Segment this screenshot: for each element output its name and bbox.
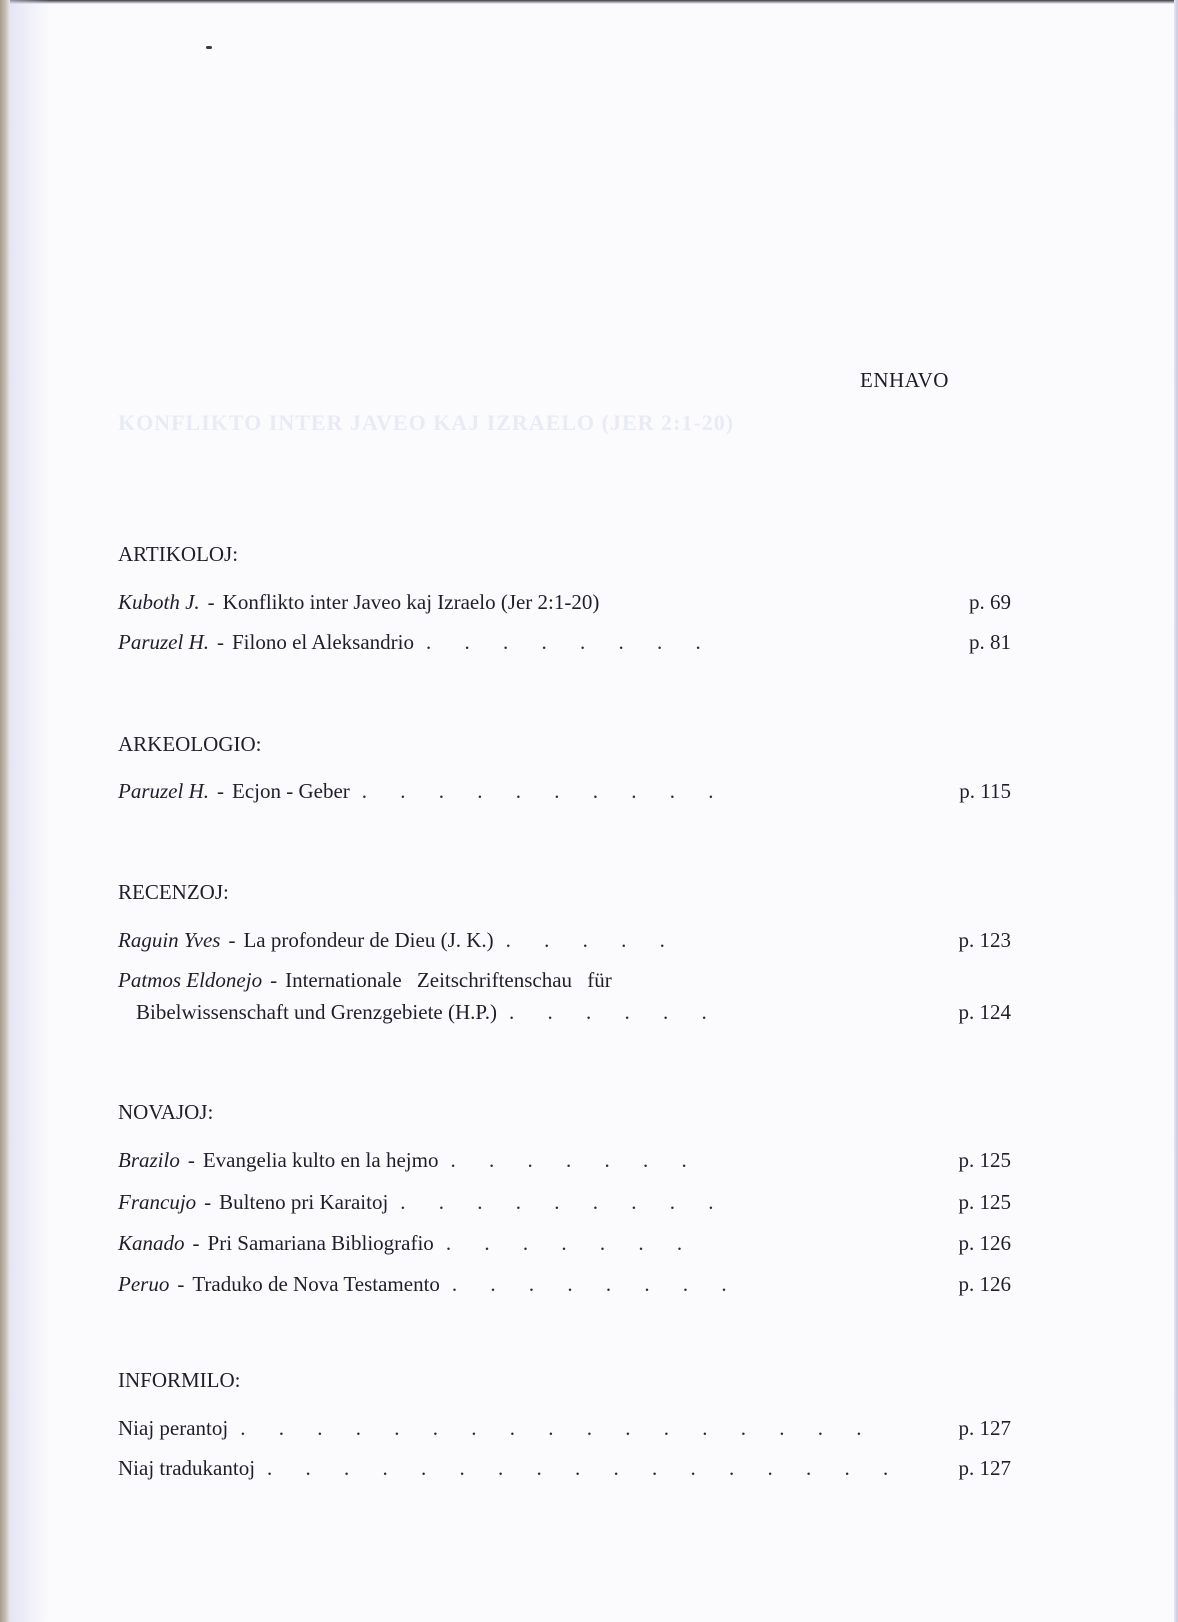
dot-leader: . . . . . . . . . . . . . . . . . xyxy=(267,1456,903,1480)
toc-entry[interactable] xyxy=(118,1456,1011,1486)
page-title: ENHAVO xyxy=(860,368,949,392)
entry-separator: - xyxy=(177,1272,185,1296)
entry-separator: - xyxy=(207,590,215,614)
toc-entry[interactable] xyxy=(118,1272,1011,1302)
entry-title: Evangelia kulto en la hejmo xyxy=(202,1148,439,1172)
entry-title: La profondeur de Dieu (J. K.) xyxy=(243,928,494,952)
stray-ink-mark xyxy=(206,46,212,49)
entry-title: Bibelwissenschaft und Grenzgebiete (H.P.) xyxy=(136,1000,497,1024)
toc-entry[interactable] xyxy=(118,968,1011,998)
section-heading-artikoloj: ARTIKOLOJ: xyxy=(118,542,239,566)
entry-separator: - xyxy=(204,1190,212,1214)
entry-author: Peruo xyxy=(118,1272,170,1296)
entry-separator: - xyxy=(192,1231,200,1255)
entry-title: Filono el Aleksandrio xyxy=(232,630,414,654)
dot-leader: . . . . . . . . . xyxy=(400,1190,728,1214)
entry-author: Kanado xyxy=(118,1231,185,1255)
entry-title: Traduko de Nova Testamento xyxy=(192,1272,440,1296)
entry-title: Internationale Zeitschriftenschau für xyxy=(285,968,612,992)
entry-separator: - xyxy=(270,968,278,992)
entry-page-number: p. 123 xyxy=(958,928,1011,952)
entry-page-number: p. 125 xyxy=(958,1148,1011,1172)
reverse-side-showthrough: KONFLIKTO INTER JAVEO KAJ IZRAELO (JER 2:1-20) xyxy=(118,410,735,435)
dot-leader: . . . . . . . xyxy=(445,1231,697,1255)
dot-leader: . . . . . . . xyxy=(450,1148,701,1172)
toc-entry[interactable] xyxy=(118,1190,1011,1220)
section-heading-recenzoj: RECENZOJ: xyxy=(118,880,229,904)
entry-page-number: p. 115 xyxy=(959,779,1011,803)
toc-entry[interactable] xyxy=(118,1231,1011,1261)
dot-leader: . . . . . . . . . . xyxy=(361,779,728,803)
entry-separator: - xyxy=(228,928,236,952)
entry-author: Patmos Eldonejo xyxy=(118,968,263,992)
toc-entry[interactable] xyxy=(118,1148,1011,1178)
entry-separator: - xyxy=(217,779,224,803)
dot-leader: . . . . . . . . xyxy=(426,630,715,654)
entry-author: Kuboth J. xyxy=(118,590,200,614)
entry-page-number: p. 126 xyxy=(958,1272,1011,1296)
toc-entry-continuation[interactable] xyxy=(118,1000,1011,1030)
entry-page-number: p. 127 xyxy=(958,1416,1011,1440)
toc-entry[interactable] xyxy=(118,779,1011,809)
entry-title: Bulteno pri Karaitoj xyxy=(219,1190,389,1214)
page-binding-shadow xyxy=(10,0,50,1622)
dot-leader: . . . . . . xyxy=(509,1000,721,1024)
entry-page-number: p. 69 xyxy=(969,590,1011,614)
entry-title: Niaj perantoj xyxy=(118,1416,229,1440)
entry-page-number: p. 124 xyxy=(958,1000,1011,1024)
entry-separator: - xyxy=(217,630,224,654)
entry-author: Paruzel H. xyxy=(118,779,209,803)
entry-page-number: p. 126 xyxy=(958,1231,1011,1255)
entry-page-number: p. 81 xyxy=(969,630,1011,654)
toc-entry[interactable] xyxy=(118,630,1011,660)
section-heading-novajoj: NOVAJOJ: xyxy=(118,1100,214,1124)
entry-page-number: p. 127 xyxy=(958,1456,1011,1480)
section-heading-arkeologio: ARKEOLOGIO: xyxy=(118,732,262,756)
entry-author: Raguin Yves xyxy=(118,928,221,952)
toc-entry[interactable] xyxy=(118,590,1011,620)
entry-page-number: p. 125 xyxy=(958,1190,1011,1214)
dot-leader: . . . . . . . . xyxy=(451,1272,741,1296)
entry-author: Paruzel H. xyxy=(118,630,209,654)
section-heading-informilo: INFORMILO: xyxy=(118,1368,241,1392)
entry-title: Niaj tradukantoj xyxy=(118,1456,256,1480)
entry-author: Francujo xyxy=(118,1190,197,1214)
page-right-edge xyxy=(1174,0,1178,1622)
page-binding-edge xyxy=(0,0,10,1622)
dot-leader: . . . . . xyxy=(505,928,679,952)
entry-separator: - xyxy=(187,1148,195,1172)
entry-author: Brazilo xyxy=(118,1148,180,1172)
entry-title: Pri Samariana Bibliografio xyxy=(207,1231,434,1255)
entry-title: Ecjon - Geber xyxy=(232,779,350,803)
dot-leader: . . . . . . . . . . . . . . . . . xyxy=(240,1416,876,1440)
toc-entry[interactable] xyxy=(118,928,1011,958)
scan-top-edge xyxy=(0,0,1178,4)
toc-entry[interactable] xyxy=(118,1416,1011,1446)
entry-title: Konflikto inter Javeo kaj Izraelo (Jer 2:1-20) xyxy=(222,590,600,614)
